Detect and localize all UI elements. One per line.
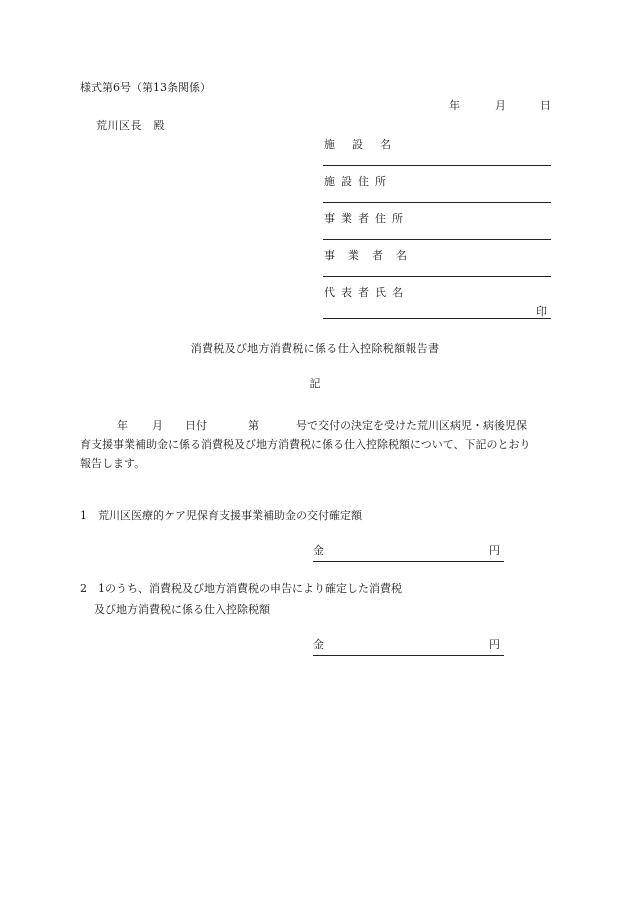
seal-mark: 印: [536, 305, 547, 318]
facility-name-label: 施設名: [324, 138, 408, 151]
date-month-label: 月: [495, 99, 506, 112]
body-day-attached: 日付: [185, 419, 207, 432]
body-month: 月: [152, 419, 163, 432]
operator-address-label: 事業者住所: [324, 212, 409, 225]
body-line-2: [80, 435, 552, 454]
form-number: 様式第6号（第13条関係）: [80, 81, 211, 94]
body-dai: 第: [248, 419, 259, 432]
representative-name-label: 代表者氏名: [324, 286, 409, 299]
facility-name-field[interactable]: [323, 139, 551, 166]
body-line-3: [80, 454, 552, 473]
body-line-1: [80, 416, 552, 435]
amount-field-2[interactable]: [313, 639, 504, 656]
body-paragraph: [80, 416, 552, 473]
amount-prefix: 金: [313, 638, 324, 651]
body-line3-text: 報告します。: [80, 457, 146, 470]
amount-suffix: 円: [489, 638, 500, 651]
representative-name-field[interactable]: [323, 287, 551, 319]
facility-address-label: 施設住所: [324, 175, 392, 188]
document-title: 消費税及び地方消費税に係る仕入控除税額報告書: [190, 342, 440, 355]
date-day-label: 日: [540, 99, 551, 112]
amount-field-1[interactable]: [313, 545, 504, 562]
ki-heading: 記: [309, 377, 321, 390]
body-line2-text: 育支援事業補助金に係る消費税及び地方消費税に係る仕入控除税額について、下記のとおり: [80, 438, 531, 451]
facility-address-field[interactable]: [323, 176, 551, 203]
date-year-label: 年: [449, 99, 460, 112]
addressee: 荒川区長 殿: [96, 119, 165, 132]
amount-prefix: 金: [313, 544, 324, 557]
amount-suffix: 円: [489, 544, 500, 557]
body-year: 年: [117, 419, 128, 432]
body-line1-rest: 号で交付の決定を受けた荒川区病児・病後児保: [296, 419, 527, 432]
item-1: 1 荒川区医療的ケア児保育支援事業補助金の交付確定額: [80, 509, 362, 522]
item-2-line-1: 2 1のうち、消費税及び地方消費税の申告により確定した消費税: [80, 582, 402, 595]
operator-name-field[interactable]: [323, 250, 551, 277]
operator-address-field[interactable]: [323, 213, 551, 240]
item-2-line-2: 及び地方消費税に係る仕入控除税額: [94, 603, 270, 616]
operator-name-label: 事業者名: [324, 249, 420, 262]
